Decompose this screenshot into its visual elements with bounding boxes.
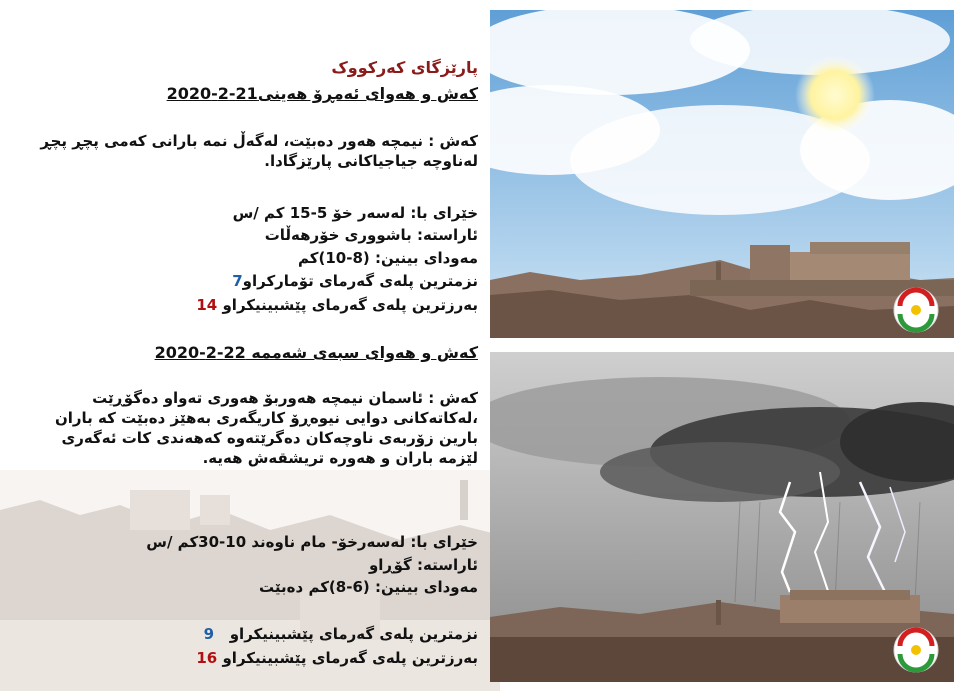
day2-max-temp-value: 16 xyxy=(196,649,218,667)
sunny-citadel-photo xyxy=(490,10,954,338)
day1-weather-text: کەش : نیمچە هەور دەبێت، لەگەڵ نمە بارانی کەمی پچڕ پچڕ لەناوچە جیاجیاکانی پارێزگادا. xyxy=(40,132,478,170)
day1-min-temp-value: 7 xyxy=(232,272,243,290)
day2-min-temp-value: 9 xyxy=(203,625,215,643)
day2-heading: کەش و هەوای سبەی شەممە 22-2-2020 xyxy=(154,343,478,362)
day2-max-temp-label: بەرزترین پلەی گەرمای پێشبینیکراو xyxy=(222,649,478,667)
day1-wind-speed: خێرای با: لەسەر خۆ 5-15 کم /س xyxy=(232,204,478,222)
governorate-title: پارێزگای کەرکووک xyxy=(331,58,478,77)
day2-max-temp xyxy=(196,648,478,668)
day2-visibility: مەودای بینین: (6-8)کم دەبێت xyxy=(259,578,478,596)
day2-min-temp-label: نزمترین پلەی گەرمای پێشبینیکراو xyxy=(229,625,478,643)
day1-min-temp-label: نزمترین پلەی گەرمای تۆمارکراو xyxy=(242,272,478,290)
day2-weather-text: کەش : ئاسمان نیمچە هەوربۆ هەوری تەواو دەگۆڕێت ،لەکاتەکانی دوایی نیوەڕۆ کاریگەری بەهێز دەبێت کە باران بارین زۆربەی ناوچەکان دەگرێتەوە کەهەندی کات ئەگەری لێزمە باران و هەورە تریشقەش هەیە. xyxy=(54,389,478,467)
forecast-text-column xyxy=(30,0,478,691)
day1-max-temp-label: بەرزترین پلەی گەرمای پێشبینیکراو xyxy=(222,296,478,314)
day2-min-temp xyxy=(204,624,478,644)
day1-max-temp-value: 14 xyxy=(196,296,218,314)
day1-wind-direction: ئاراستە: باشووری خۆرهەڵات xyxy=(264,226,478,244)
day1-visibility: مەودای بینین: (8-10)کم xyxy=(298,249,478,267)
day1-heading: کەش و هەوای ئەمڕۆ هەینی21-2-2020 xyxy=(166,84,478,103)
day1-max-temp xyxy=(196,295,478,315)
day1-min-temp xyxy=(232,271,478,291)
storm-citadel-photo xyxy=(490,352,954,682)
day2-wind-direction: ئاراستە: گۆڕاو xyxy=(368,556,478,574)
day2-wind-speed: خێرای با: لەسەرخۆ- مام ناوەند 10-30کم /س xyxy=(146,533,478,551)
